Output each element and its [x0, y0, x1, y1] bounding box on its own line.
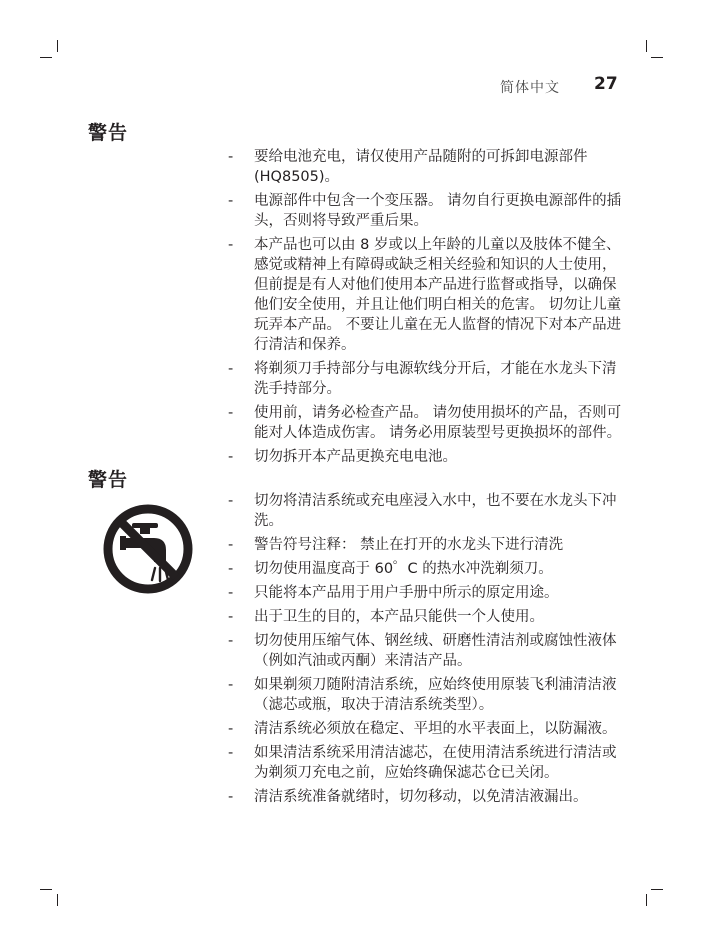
- list-item: - 清洁系统必须放在稳定、平坦的水平表面上，以防漏液。: [228, 721, 617, 737]
- list-item: - 如果剃须刀随附清洁系统，应始终使用原装飞利浦清洁液（滤芯或瓶，取决于清洁系统类型）。: [228, 677, 617, 713]
- list-item-text: 切勿使用压缩气体、钢丝绒、研磨性清洁剂或腐蚀性液体（例如汽油或丙酮）来清洁产品。: [254, 633, 617, 669]
- list-item: - 切勿使用压缩气体、钢丝绒、研磨性清洁剂或腐蚀性液体（例如汽油或丙酮）来清洁产品。: [228, 633, 617, 669]
- list-item-text: 如果清洁系统采用清洁滤芯，在使用清洁系统进行清洁或为剃须刀充电之前，应始终确保滤芯仓已关闭。: [254, 745, 617, 781]
- section-title-warning-2: 警告: [88, 469, 129, 491]
- page-number: 27: [594, 74, 618, 94]
- header-language: 简体中文: [500, 80, 560, 96]
- list-item-text: 如果剃须刀随附清洁系统，应始终使用原装飞利浦清洁液（滤芯或瓶，取决于清洁系统类型）。: [254, 677, 617, 713]
- list-item-text: 电源部件中包含一个变压器。 请勿自行更换电源部件的插头，否则将导致严重后果。: [254, 193, 622, 229]
- list-item: - 使用前，请务必检查产品。 请勿使用损坏的产品，否则可能对人体造成伤害。 请务必用原装型号更换损坏的部件。: [228, 405, 622, 441]
- crop-mark: [57, 894, 58, 906]
- list-item-text: 要给电池充电，请仅使用产品随附的可拆卸电源部件 (HQ8505)。: [254, 149, 588, 185]
- list-item: - 将剃须刀手持部分与电源软线分开后，才能在水龙头下清洗手持部分。: [228, 361, 617, 397]
- list-item-text: 清洁系统准备就绪时，切勿移动，以免清洁液漏出。: [254, 789, 588, 805]
- list-item-text: 只能将本产品用于用户手册中所示的原定用途。: [254, 585, 559, 601]
- warning-list-1: [228, 147, 623, 471]
- crop-mark: [40, 889, 52, 890]
- list-item-text: 本产品也可以由 8 岁或以上年龄的儿童以及肢体不健全、感觉或精神上有障碍或缺乏相关经验和知识的人士使用，但前提是有人对他们使用本产品进行监督或指导，以确保他们安全使用，并且让他们明白相关的危害。 切勿让儿童玩弄本产品。 不要让儿童在无人监督的情况下对本产品进行清洁和保养。: [254, 237, 622, 353]
- list-item-text: 警告符号注释： 禁止在打开的水龙头下进行清洗: [254, 537, 564, 553]
- crop-mark: [57, 40, 58, 52]
- crop-mark: [651, 57, 663, 58]
- crop-mark: [646, 40, 647, 52]
- list-item-text: 将剃须刀手持部分与电源软线分开后，才能在水龙头下清洗手持部分。: [254, 361, 617, 397]
- list-item-text: 切勿使用温度高于 60゜C 的热水冲洗剃须刀。: [254, 561, 553, 577]
- crop-mark: [646, 894, 647, 906]
- crop-mark: [40, 57, 52, 58]
- list-item: - 出于卫生的目的，本产品只能供一个人使用。: [228, 609, 544, 625]
- list-item: - 本产品也可以由 8 岁或以上年龄的儿童以及肢体不健全、感觉或精神上有障碍或缺乏相关经验和知识的人士使用，但前提是有人对他们使用本产品进行监督或指导，以确保他们安全使用，并且让他们明白相关的危害。 切勿让儿童玩弄本产品。 不要让儿童在无人监督的情况下对本产品进行清洁和保养。: [228, 237, 622, 353]
- list-item: - 切勿将清洁系统或充电座浸入水中，也不要在水龙头下冲洗。: [228, 493, 617, 529]
- section-title-warning-1: 警告: [88, 122, 129, 144]
- crop-mark: [651, 889, 663, 890]
- list-item: - 如果清洁系统采用清洁滤芯，在使用清洁系统进行清洁或为剃须刀充电之前，应始终确保滤芯仓已关闭。: [228, 745, 617, 781]
- list-item-text: 使用前，请务必检查产品。 请勿使用损坏的产品，否则可能对人体造成伤害。 请务必用原装型号更换损坏的部件。: [254, 405, 622, 441]
- page-header: [470, 74, 620, 98]
- list-item: - 切勿使用温度高于 60゜C 的热水冲洗剃须刀。: [228, 561, 553, 577]
- warning-list-2: [228, 491, 623, 811]
- list-item-text: 切勿将清洁系统或充电座浸入水中，也不要在水龙头下冲洗。: [254, 493, 617, 529]
- list-item: - 要给电池充电，请仅使用产品随附的可拆卸电源部件 (HQ8505)。: [228, 149, 588, 185]
- list-item: - 清洁系统准备就绪时，切勿移动，以免清洁液漏出。: [228, 789, 588, 805]
- list-item: - 电源部件中包含一个变压器。 请勿自行更换电源部件的插头，否则将导致严重后果。: [228, 193, 622, 229]
- list-item-text: 清洁系统必须放在稳定、平坦的水平表面上，以防漏液。: [254, 721, 617, 737]
- list-item-text: 切勿拆开本产品更换充电电池。: [254, 449, 457, 465]
- list-item: - 只能将本产品用于用户手册中所示的原定用途。: [228, 585, 559, 601]
- list-item-text: 出于卫生的目的，本产品只能供一个人使用。: [254, 609, 544, 625]
- list-item: - 警告符号注释： 禁止在打开的水龙头下进行清洗: [228, 537, 564, 553]
- no-rinsing-under-tap-icon: [102, 502, 194, 596]
- list-item: - 切勿拆开本产品更换充电电池。: [228, 449, 457, 465]
